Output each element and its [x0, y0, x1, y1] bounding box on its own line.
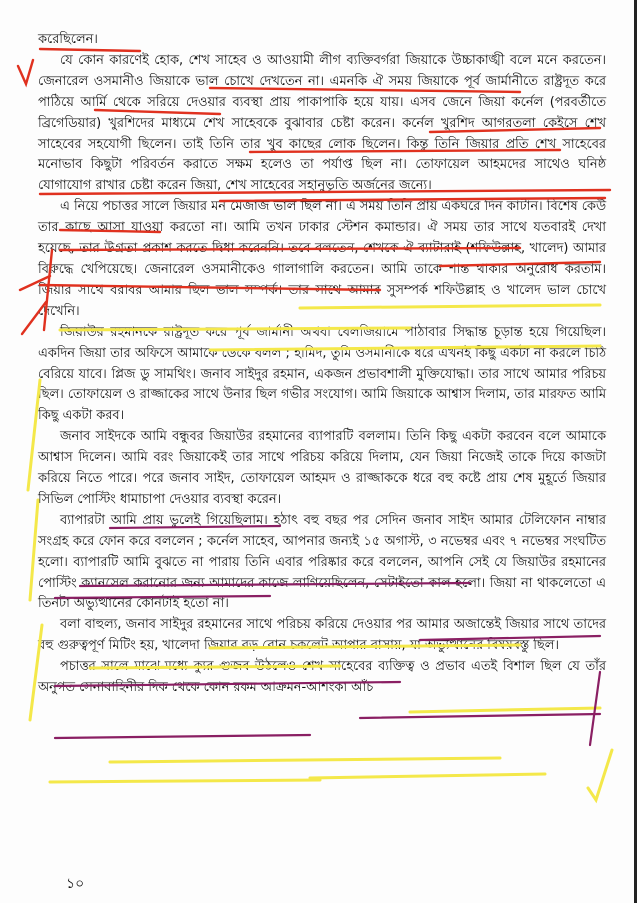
paragraph-7: বলা বাহুল্য, জনাব সাইদুর রহমানের সাথে পরিচয় করিয়ে দেওয়ার পর আমার অজান্তেই জিয়ার সাথে তাদের বহু গুরুত্বপূর্ণ মিটিং হয়, খালেদা জিয়ার বড় বোন চকলেট আপার বাসায়, যা অভ্যুত্থানের বিষয়বস্তু ছিল। — [38, 617, 606, 654]
red-check-mark — [18, 60, 33, 84]
yellow-underline — [110, 758, 500, 762]
yellow-underline — [50, 780, 320, 782]
paragraph-6: ব্যাপারটা আমি প্রায় ভুলেই গিয়েছিলাম। হঠাৎ বহু বছর পর সেদিন জনাব সাইদ আমার টেলিফোন নাম্বার সংগ্রহ করে ফোন করে বললেন ; কর্নেল সাহেব, আপনার জন্যই ১৫ অগাস্ট, ৩ নভেম্বর এবং ৭ নভেম্বর সংঘটিত হলো। ব্যাপারটি আমি বুঝতে না পারায় তিনি এবার পরিষ্কার করে বললেন, আপনি সেই যে জিয়াউর রহমানের পোস্টিং ক্যানসেল করানোর জন্য আমাদের কাজে লাগিয়েছিলেন, সেটাইতো কাল হলো। জিয়া না থাকলেতো এ তিনটা অভ্যুত্থানের কোনটাই হতো না। — [38, 512, 606, 612]
paragraph-5: জনাব সাইদকে আমি বন্ধুবর জিয়াউর রহমানের ব্যাপারটি বললাম। তিনি কিছু একটা করবেন বলে আমাকে আশ্বাস দিলেন। আমি বরং জিয়াকেই তার সাথে পরিচয় করিয়ে দিলাম, যেন জিয়া নিজেই তাকে দিয়ে কাজটা করিয়ে নিতে পারে। পরে জনাব সাইদ, তোফায়েল আহমদ ও রাজ্জাককে ধরে বহু কষ্টে প্রায় শেষ মুহূর্তে জিয়ার সিভিল পোস্টিং ধামাচাপা দেওয়ার ব্যবস্থা করেন। — [38, 429, 606, 507]
paragraph-1: করেছিলেন। — [38, 32, 98, 47]
paragraph-3: এ নিয়ে পচাত্তর সালে জিয়ার মন মেজাজ ভাল ছিল না। এ সময় তিনি প্রায় একঘরে দিন কাটান। বিশেষ কেউ তার কাছে আসা যাওয়া করতো না। আমি তখন ঢাকার স্টেশন কমান্ডার। ঐ সময় তার সাথে যতবারই দেখা হয়েছে, তার উগ্রতা প্রকাশ করতে দ্বিধা করেননি। তবে বলতেন, শেখকে ঐ ব্যাটারাই (শফিউল্লাহ, খালেদ) আমার বিরুদ্ধে খেপিয়েছে। জেনারেল ওসমানীকেও গালাগালি করতেন। আমি তাকে শান্ত থাকার অনুরোধ করতাম। জিয়ার সাথে বরাবর আমার ছিল ভাল সম্পর্ক। তার সাথে আমার সুসম্পর্ক শফিউল্লাহ ও খালেদ ভাল চোখে দেখেনি। — [38, 199, 606, 319]
yellow-underline — [410, 708, 600, 712]
yellow-underline — [310, 774, 545, 778]
paragraph-4: জিয়াউর রহমানকে রাষ্ট্রদূত করে পূর্ব জার্মানী অথবা বেলজিয়ামে পাঠাবার সিদ্ধান্ত চূড়ান্ত হয়ে গিয়েছিল। একদিন জিয়া তার অফিসে আমাকে ডেকে বলল ; হামিদ, তুমি ওসমানীকে ধরে এখনই কিছু একটা না করলে চিঠি বেরিয়ে যাবে। প্লিজ ডু সামথিং। জনাব সাইদুর রহমান, একজন প্রভাবশালী মুক্তিযোদ্ধা। তার সাথে আমার পরিচয় ছিল। তোফায়েল ও রাজ্জাকের সাথে উনার ছিল গভীর সংযোগ। আমি জিয়াকে আশ্বাস দিলাম, তার মারফত আমি কিছু একটা করব। — [38, 324, 606, 424]
purple-underline — [360, 714, 600, 718]
yellow-margin-line — [30, 500, 38, 600]
page-body-text — [38, 30, 606, 699]
paragraph-2: যে কোন কারণেই হোক, শেখ সাহেব ও আওয়ামী লীগ ব্যক্তিবর্গরা জিয়াকে উচ্চাকাঙ্খী বলে মনে করতেন। জেনারেল ওসমানীও জিয়াকে ভাল চোখে দেখতেন না। এমনকি ঐ সময় জিয়াকে পূর্ব জার্মানীতে রাষ্ট্রদূত করে পাঠিয়ে আর্মি থেকে সরিয়ে দেওয়ার ব্যবস্থা প্রায় পাকাপাকি হয়ে যায়। এসব জেনে জিয়া কর্নেল (পরবর্তীতে ব্রিগেডিয়ার) খুরশিদের মাধ্যমে শেখ সাহেবকে বুঝাবার চেষ্টা করেন। কর্নেল খুরশিদ আগরতলা কেইসে শেখ সাহেবের সহযোগী ছিলেন। তাই তিনি তার খুব কাছের লোক ছিলেন। কিন্তু তিনি জিয়ার প্রতি শেখ সাহেবের মনোভাব কিছুটা পরিবর্তন করাতে সক্ষম হলেও তা পর্যাপ্ত ছিল না। তোফায়েল আহমদের সাথেও ঘনিষ্ঠ যোগাযোগ রাখার চেষ্টা করেন জিয়া, শেখ সাহেবের সহানুভূতি অর্জনের জন্যে। — [38, 52, 606, 194]
yellow-check-mark — [588, 750, 612, 800]
paragraph-8: পচাত্তর সালে মাঝে-মধ্যে ক্যুর গুজব উঠলেও শেখ সাহেবের ব্যক্তিত্ব ও প্রভাব এতই বিশাল ছিল যে তাঁর অনুগত সেনাবাহিনীর দিক থেকে কোন রকম আক্রমন-আশংকা আঁচ — [38, 659, 606, 696]
purple-underline — [55, 735, 310, 738]
page-number: ১০ — [66, 876, 85, 892]
